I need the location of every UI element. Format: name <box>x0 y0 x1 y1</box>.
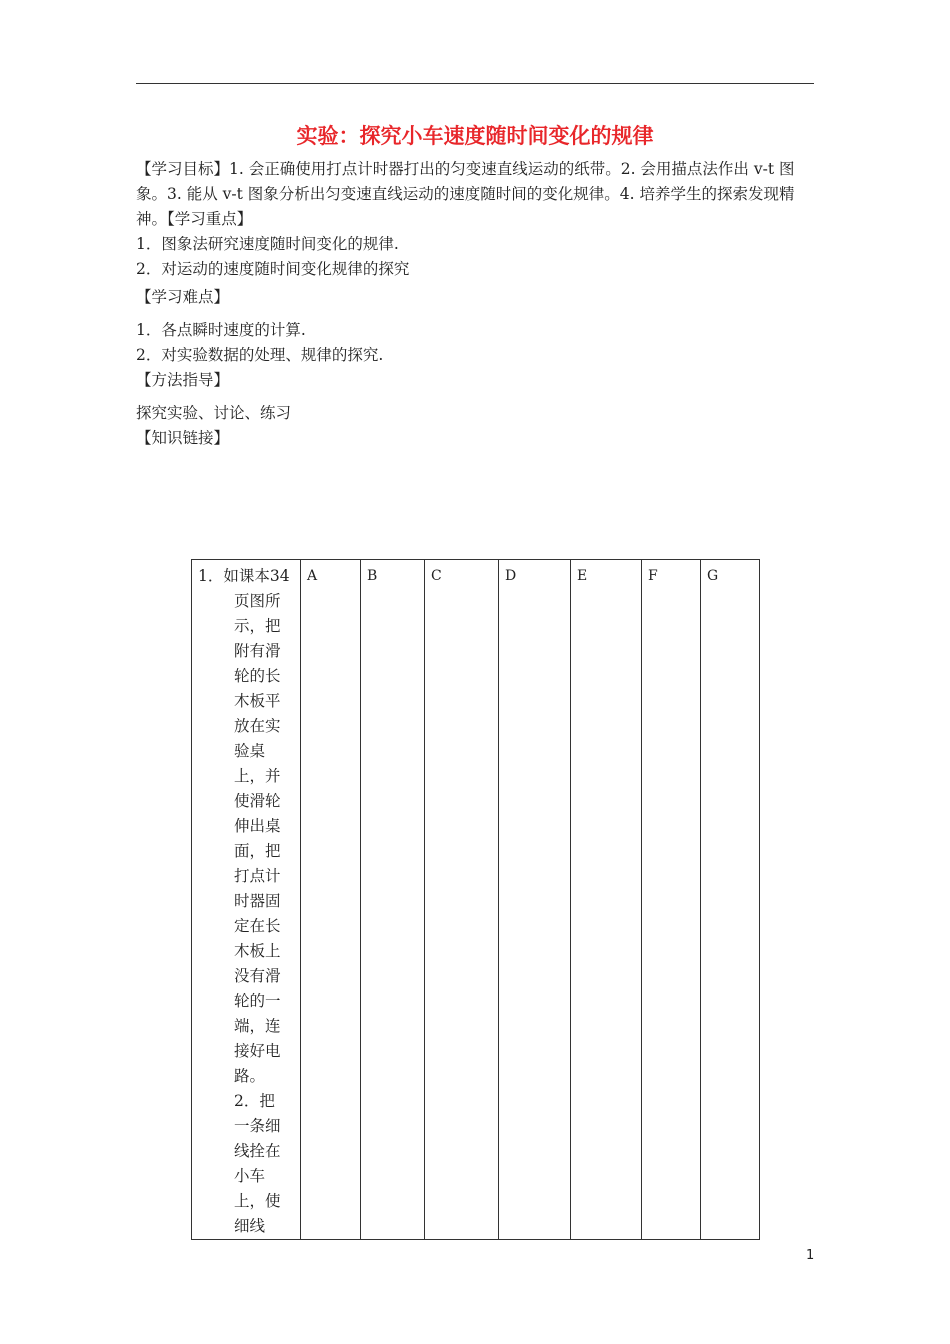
header-rule <box>136 83 814 84</box>
difficulty-1: 1．各点瞬时速度的计算. <box>136 321 306 339</box>
column-c <box>425 560 499 1240</box>
difficulty-2: 2．对实验数据的处理、规律的探究. <box>136 346 384 364</box>
knowledge-link-heading: 【知识链接】 <box>136 429 230 447</box>
column-label: A <box>307 568 318 584</box>
procedure-cell <box>192 560 301 1240</box>
procedure-lead: 1．如课本34 <box>198 567 290 585</box>
column-label: G <box>707 568 719 584</box>
method-heading: 【方法指导】 <box>136 371 230 389</box>
difficulty-heading: 【学习难点】 <box>136 288 230 306</box>
column-a <box>301 560 361 1240</box>
column-label: F <box>648 568 658 584</box>
procedure-text: 页图所示，把附有滑轮的长木板平放在实验桌上，并使滑轮伸出桌面，把打点计时器固定在长木板上没有滑轮的一端，连接好电路。2．把一条细线拴在小车上，使细线 <box>234 592 281 1235</box>
column-b <box>361 560 425 1240</box>
column-e <box>571 560 642 1240</box>
data-table <box>191 559 759 1235</box>
page-title: 实验：探究小车速度随时间变化的规律 <box>296 124 654 148</box>
key-point-2: 2．对运动的速度随时间变化规律的探究 <box>136 260 410 278</box>
column-f <box>642 560 701 1240</box>
column-label: D <box>505 568 517 584</box>
column-label: C <box>431 568 442 584</box>
column-g <box>701 560 760 1240</box>
key-point-1: 1．图象法研究速度随时间变化的规律. <box>136 235 399 253</box>
document-body <box>136 157 816 451</box>
column-d <box>499 560 571 1240</box>
page-number: 1 <box>806 1248 815 1263</box>
learning-objectives: 【学习目标】1. 会正确使用打点计时器打出的匀变速直线运动的纸带。2. 会用描点法作出 v-t 图象。3. 能从 v-t 图象分析出匀变速直线运动的速度随时间的变化规律。4. 培养学生的探索发现精神。【学习重点】 <box>136 160 795 228</box>
column-label: E <box>577 568 588 584</box>
method-text: 探究实验、讨论、练习 <box>136 404 292 422</box>
column-label: B <box>367 568 378 584</box>
